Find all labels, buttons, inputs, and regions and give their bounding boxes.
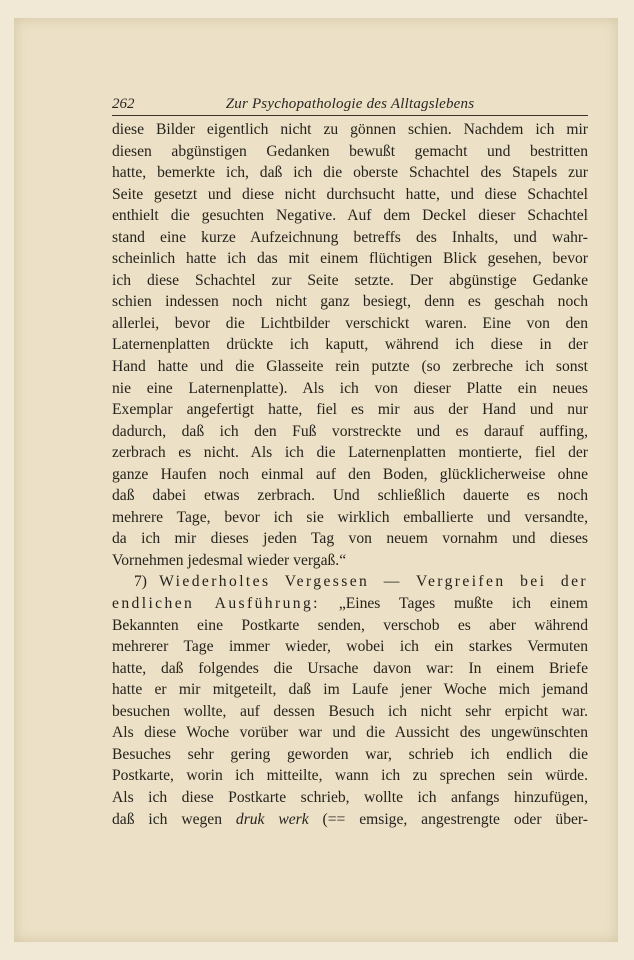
running-title: Zur Psychopathologie des Alltagslebens bbox=[225, 96, 475, 112]
text-line: Vornehmen jedesmal wieder vergaß.“ bbox=[112, 551, 347, 569]
header-rule bbox=[112, 115, 588, 116]
section-heading: endlichen Ausführung: bbox=[112, 595, 320, 613]
text-line: Bekannten eine Postkarte senden, verschob es aber während bbox=[112, 616, 588, 634]
text-line: daß dabei etwas zerbrach. Und schließlich dauerte es noch bbox=[112, 487, 588, 505]
text-line: allerlei, bevor die Lichtbilder verschickt waren. Eine von den bbox=[112, 314, 588, 332]
text-fragment: „Eines Tages mußte ich einem bbox=[338, 595, 588, 613]
text-line: da ich mir dieses jeden Tag von neuem vornahm und dieses bbox=[112, 530, 588, 548]
text-line: besuchen wollte, auf dessen Besuch ich nicht sehr erpicht war. bbox=[112, 702, 588, 720]
text-line: Seite gesetzt und diese nicht durchsucht hatte, und diese Schachtel bbox=[112, 185, 588, 203]
text-line: Postkarte, worin ich mitteilte, wann ich zu sprechen sein würde. bbox=[112, 767, 588, 785]
text-line: diese Bilder eigentlich nicht zu gönnen schien. Nachdem ich mir bbox=[112, 121, 588, 138]
text-fragment: daß ich wegen bbox=[112, 810, 223, 828]
text-line: Besuches sehr gering geworden war, schrieb ich endlich die bbox=[112, 745, 588, 763]
text-line: schien indessen noch nicht ganz besiegt, denn es geschah noch bbox=[112, 293, 588, 311]
body-text bbox=[112, 119, 588, 830]
section-heading-line bbox=[112, 593, 588, 615]
text-line: hatte, bemerkte ich, daß ich die oberste Schachtel des Stapels zur bbox=[112, 164, 588, 182]
text-line: hatte, daß folgendes die Ursache davon war: In einem Briefe bbox=[112, 659, 588, 677]
text-line: Als ich diese Postkarte schrieb, wollte ich anfangs hinzufügen, bbox=[112, 788, 588, 806]
text-line: zerbrach es nicht. Als ich die Laternenplatten montierte, fiel der bbox=[112, 444, 588, 462]
italic-term: druk werk bbox=[235, 810, 309, 828]
text-line: mehrerer Tage immer wieder, wobei ich ein starkes Vermuten bbox=[112, 638, 588, 656]
section-heading: Wiederholtes Vergessen — Vergreifen bei der bbox=[159, 573, 588, 591]
text-line: Laternenplatten drückte ich kaputt, während ich diese in der bbox=[112, 336, 588, 354]
text-line: mehrere Tage, bevor ich sie wirklich emballierte und versandte, bbox=[112, 508, 588, 526]
text-line: nie eine Laternenplatte). Als ich von dieser Platte ein neues bbox=[112, 379, 588, 397]
text-line: diesen abgünstigen Gedanken bewußt gemacht und bestritten bbox=[112, 142, 588, 160]
text-line: dadurch, daß ich den Fuß vorstreckte und es darauf auffing, bbox=[112, 422, 588, 440]
text-line: ich diese Schachtel zur Seite setzte. Der abgünstige Gedanke bbox=[112, 271, 588, 289]
page-header bbox=[112, 96, 588, 112]
text-line: ganze Haufen noch einmal auf den Boden, glücklicherweise ohne bbox=[112, 465, 588, 483]
text-line: scheinlich hatte ich das mit einem flüchtigen Blick gesehen, bevor bbox=[112, 250, 588, 268]
text-line: Exemplar angefertigt hatte, fiel es mir aus der Hand und nur bbox=[112, 401, 588, 419]
text-line: enthielt die gesuchten Negative. Auf dem Deckel dieser Schachtel bbox=[112, 207, 588, 225]
text-line: stand eine kurze Aufzeichnung betreffs des Inhalts, und wahr- bbox=[112, 228, 588, 246]
text-line: Hand hatte und die Glasseite rein putzte (so zerbreche ich sonst bbox=[112, 358, 588, 376]
text-fragment: (== emsige, angestrengte oder über- bbox=[322, 810, 588, 828]
text-line bbox=[112, 809, 588, 831]
text-line: Als diese Woche vorüber war und die Aussicht des ungewünschten bbox=[112, 724, 588, 742]
section-heading-line bbox=[112, 571, 588, 593]
text-line: hatte er mir mitgeteilt, daß im Laufe jener Woche mich jemand bbox=[112, 681, 588, 699]
section-number: 7) bbox=[134, 573, 147, 591]
page-number: 262 bbox=[112, 96, 135, 112]
